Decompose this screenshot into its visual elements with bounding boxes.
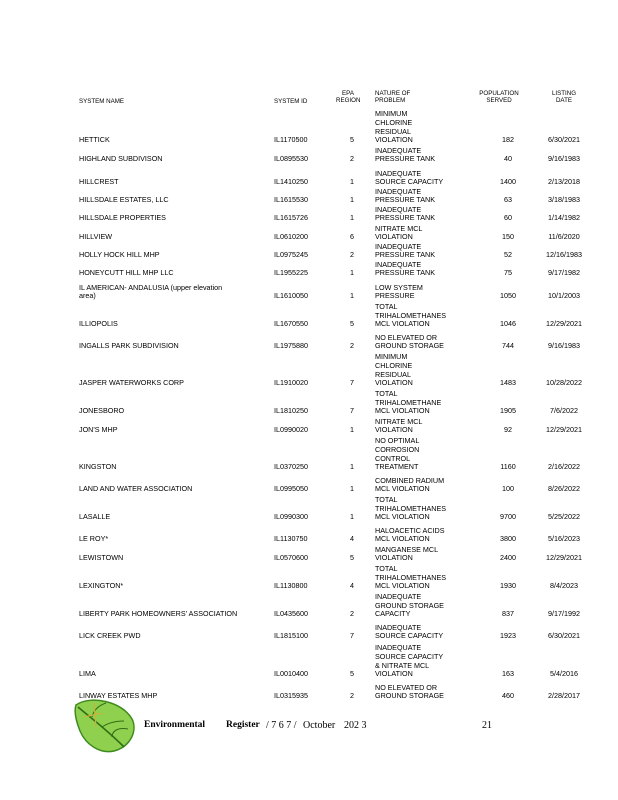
listing-date: 12/29/2021 (546, 319, 582, 329)
nature-of-problem: INADEQUATE PRESSURE TANK (375, 145, 436, 164)
population-served: 100 (502, 484, 514, 494)
system-name: LAND AND WATER ASSOCIATION (79, 484, 193, 494)
listing-date: 8/26/2022 (548, 484, 580, 494)
nature-of-problem: INADEQUATE GROUND STORAGE CAPACITY (375, 591, 444, 619)
population-served: 1930 (500, 581, 516, 591)
nature-of-problem: NO ELEVATED OR GROUND STORAGE (375, 332, 444, 351)
system-id: IL1810250 (274, 406, 308, 416)
leaf-logo-icon (72, 697, 140, 753)
nature-of-problem: MINIMUM CHLORINE RESIDUAL VIOLATION (375, 109, 413, 145)
epa-region: 1 (350, 213, 354, 223)
listing-date: 2/13/2018 (548, 177, 580, 187)
epa-region: 2 (350, 154, 354, 164)
nature-of-problem: INADEQUATE SOURCE CAPACITY & NITRATE MCL VIOLATION (375, 643, 444, 679)
population-served: 744 (502, 341, 514, 351)
epa-region: 1 (350, 195, 354, 205)
listing-date: 5/16/2023 (548, 534, 580, 544)
epa-region: 2 (350, 341, 354, 351)
listing-date: 6/30/2021 (548, 631, 580, 641)
population-served: 1050 (500, 291, 516, 301)
nature-of-problem: NO ELEVATED OR GROUND STORAGE (375, 682, 444, 701)
system-id: IL1615530 (274, 195, 308, 205)
listing-date: 10/1/2003 (548, 291, 580, 301)
listing-date: 9/17/1992 (548, 609, 580, 619)
listing-date: 12/16/1983 (546, 250, 582, 260)
nature-of-problem: INADEQUATE PRESSURE TANK (375, 186, 436, 205)
listing-date: 5/4/2016 (550, 669, 578, 679)
system-id: IL1615726 (274, 213, 308, 223)
page-number: 21 (482, 720, 492, 731)
population-served: 60 (504, 213, 512, 223)
listing-date: 7/6/2022 (550, 406, 578, 416)
population-served: 40 (504, 154, 512, 164)
header-nature-of-problem: NATURE OF PROBLEM (375, 90, 411, 105)
population-served: 1923 (500, 631, 516, 641)
population-served: 1046 (500, 319, 516, 329)
system-id: IL0895530 (274, 154, 308, 164)
population-served: 9700 (500, 512, 516, 522)
header-system-id: SYSTEM ID (274, 98, 308, 105)
system-id: IL0995050 (274, 484, 308, 494)
system-name: LE ROY* (79, 534, 109, 544)
nature-of-problem: INADEQUATE PRESSURE TANK (375, 204, 436, 223)
epa-region: 7 (350, 406, 354, 416)
population-served: 1483 (500, 378, 516, 388)
footer-register: Register (226, 720, 260, 730)
system-id: IL0990300 (274, 512, 308, 522)
system-id: IL1130800 (274, 581, 308, 591)
nature-of-problem: MINIMUM CHLORINE RESIDUAL VIOLATION (375, 352, 413, 388)
system-id: IL0370250 (274, 462, 308, 472)
population-served: 1905 (500, 406, 516, 416)
header-population-served: POPULATION SERVED (479, 90, 519, 105)
epa-region: 1 (350, 512, 354, 522)
epa-region: 4 (350, 581, 354, 591)
listing-date: 3/18/1983 (548, 195, 580, 205)
system-name: HETTICK (79, 135, 110, 145)
epa-region: 1 (350, 177, 354, 187)
epa-region: 5 (350, 319, 354, 329)
system-id: IL1170500 (274, 135, 308, 145)
listing-date: 5/25/2022 (548, 512, 580, 522)
listing-date: 2/16/2022 (548, 462, 580, 472)
system-name: KINGSTON (79, 462, 117, 472)
nature-of-problem: COMBINED RADIUM MCL VIOLATION (375, 475, 445, 494)
nature-of-problem: MANGANESE MCL VIOLATION (375, 544, 439, 563)
header-epa-region: EPA REGION (336, 90, 361, 105)
system-id: IL1670550 (274, 319, 308, 329)
listing-date: 11/6/2020 (548, 232, 580, 242)
epa-region: 5 (350, 135, 354, 145)
system-id: IL1410250 (274, 177, 308, 187)
system-name: HILLVIEW (79, 232, 113, 242)
population-served: 2400 (500, 553, 516, 563)
table-row (0, 311, 618, 351)
listing-date: 1/14/1982 (548, 213, 580, 223)
system-id: IL1975880 (274, 341, 308, 351)
listing-date: 9/16/1983 (548, 341, 580, 351)
population-served: 163 (502, 669, 514, 679)
nature-of-problem: INADEQUATE SOURCE CAPACITY (375, 168, 444, 187)
table-row (0, 661, 618, 701)
epa-region: 2 (350, 250, 354, 260)
system-name: HILLCREST (79, 177, 119, 187)
system-name: HILLSDALE ESTATES, LLC (79, 195, 169, 205)
nature-of-problem: TOTAL TRIHALOMETHANES MCL VIOLATION (375, 494, 447, 522)
system-name: INGALLS PARK SUBDIVISION (79, 341, 179, 351)
epa-region: 5 (350, 669, 354, 679)
listing-date: 9/17/1982 (548, 268, 580, 278)
listing-date: 2/28/2017 (548, 691, 580, 701)
footer-environmental: Environmental (144, 720, 206, 730)
system-name: LEWISTOWN (79, 553, 124, 563)
listing-date: 9/16/1983 (548, 154, 580, 164)
nature-of-problem: TOTAL TRIHALOMETHANES MCL VIOLATION (375, 301, 447, 329)
system-name: JONESBORO (79, 406, 125, 416)
system-id: IL1610050 (274, 291, 308, 301)
population-served: 1160 (500, 462, 516, 472)
population-served: 3800 (500, 534, 516, 544)
system-name: LASALLE (79, 512, 111, 522)
header-listing-date: LISTING DATE (551, 90, 577, 105)
population-served: 150 (502, 232, 514, 242)
population-served: 75 (504, 268, 512, 278)
nature-of-problem: TOTAL TRIHALOMETHANES MCL VIOLATION (375, 563, 447, 591)
nature-of-problem: TOTAL TRIHALOMETHANE MCL VIOLATION (375, 388, 442, 416)
epa-region: 7 (350, 631, 354, 641)
population-served: 92 (504, 425, 512, 435)
population-served: 1400 (500, 177, 516, 187)
system-name: LEXINGTON* (79, 581, 124, 591)
epa-region: 6 (350, 232, 354, 242)
system-name: HILLSDALE PROPERTIES (79, 213, 166, 223)
system-id: IL1955225 (274, 268, 308, 278)
system-name: ILLIOPOLIS (79, 319, 118, 329)
system-id: IL0610200 (274, 232, 308, 242)
nature-of-problem: NO OPTIMAL CORROSION CONTROL TREATMENT (375, 436, 420, 472)
population-served: 837 (502, 609, 514, 619)
listing-date: 6/30/2021 (548, 135, 580, 145)
epa-region: 2 (350, 691, 354, 701)
footer-issue-number: / 7 6 7 / (266, 720, 297, 731)
population-served: 52 (504, 250, 512, 260)
table-row (0, 601, 618, 641)
system-id: IL0315935 (274, 691, 308, 701)
epa-region: 1 (350, 268, 354, 278)
epa-region: 1 (350, 425, 354, 435)
population-served: 460 (502, 691, 514, 701)
epa-region: 2 (350, 609, 354, 619)
system-name: JON'S MHP (79, 425, 118, 435)
system-id: IL0010400 (274, 669, 308, 679)
listing-date: 8/4/2023 (550, 581, 578, 591)
epa-region: 1 (350, 462, 354, 472)
system-id: IL1130750 (274, 534, 308, 544)
system-id: IL0435600 (274, 609, 308, 619)
nature-of-problem: INADEQUATE SOURCE CAPACITY (375, 622, 444, 641)
nature-of-problem: INADEQUATE PRESSURE TANK (375, 241, 436, 260)
listing-date: 10/28/2022 (546, 378, 582, 388)
system-name: HIGHLAND SUBDIVISON (79, 154, 163, 164)
footer-month: October (303, 720, 336, 731)
system-id: IL0990020 (274, 425, 308, 435)
epa-region: 4 (350, 534, 354, 544)
nature-of-problem: LOW SYSTEM PRESSURE (375, 282, 423, 301)
nature-of-problem: NITRATE MCL VIOLATION (375, 223, 423, 242)
system-name: LIBERTY PARK HOMEOWNERS' ASSOCIATION (79, 609, 238, 619)
system-id: IL1815100 (274, 631, 308, 641)
nature-of-problem: NITRATE MCL VIOLATION (375, 416, 423, 435)
system-name: HONEYCUTT HILL MHP LLC (79, 268, 174, 278)
epa-region: 1 (350, 484, 354, 494)
nature-of-problem: HALOACETIC ACIDS MCL VIOLATION (375, 525, 445, 544)
population-served: 182 (502, 135, 514, 145)
epa-region: 7 (350, 378, 354, 388)
system-id: IL0975245 (274, 250, 308, 260)
system-id: IL0570600 (274, 553, 308, 563)
system-name: HOLLY HOCK HILL MHP (79, 250, 160, 260)
header-system-name: SYSTEM NAME (79, 98, 125, 105)
listing-date: 12/29/2021 (546, 425, 582, 435)
nature-of-problem: INADEQUATE PRESSURE TANK (375, 259, 436, 278)
system-name: JASPER WATERWORKS CORP (79, 378, 184, 388)
footer-year: 202 3 (344, 720, 367, 731)
system-id: IL1910020 (274, 378, 308, 388)
listing-date: 12/29/2021 (546, 553, 582, 563)
table-row (0, 395, 618, 435)
system-name: LIMA (79, 669, 96, 679)
population-served: 63 (504, 195, 512, 205)
epa-region: 5 (350, 553, 354, 563)
system-name: LICK CREEK PWD (79, 631, 141, 641)
system-name: LINWAY ESTATES MHP (79, 691, 158, 701)
epa-region: 1 (350, 291, 354, 301)
system-name: IL AMERICAN- ANDALUSIA (upper elevation area) (79, 282, 223, 301)
